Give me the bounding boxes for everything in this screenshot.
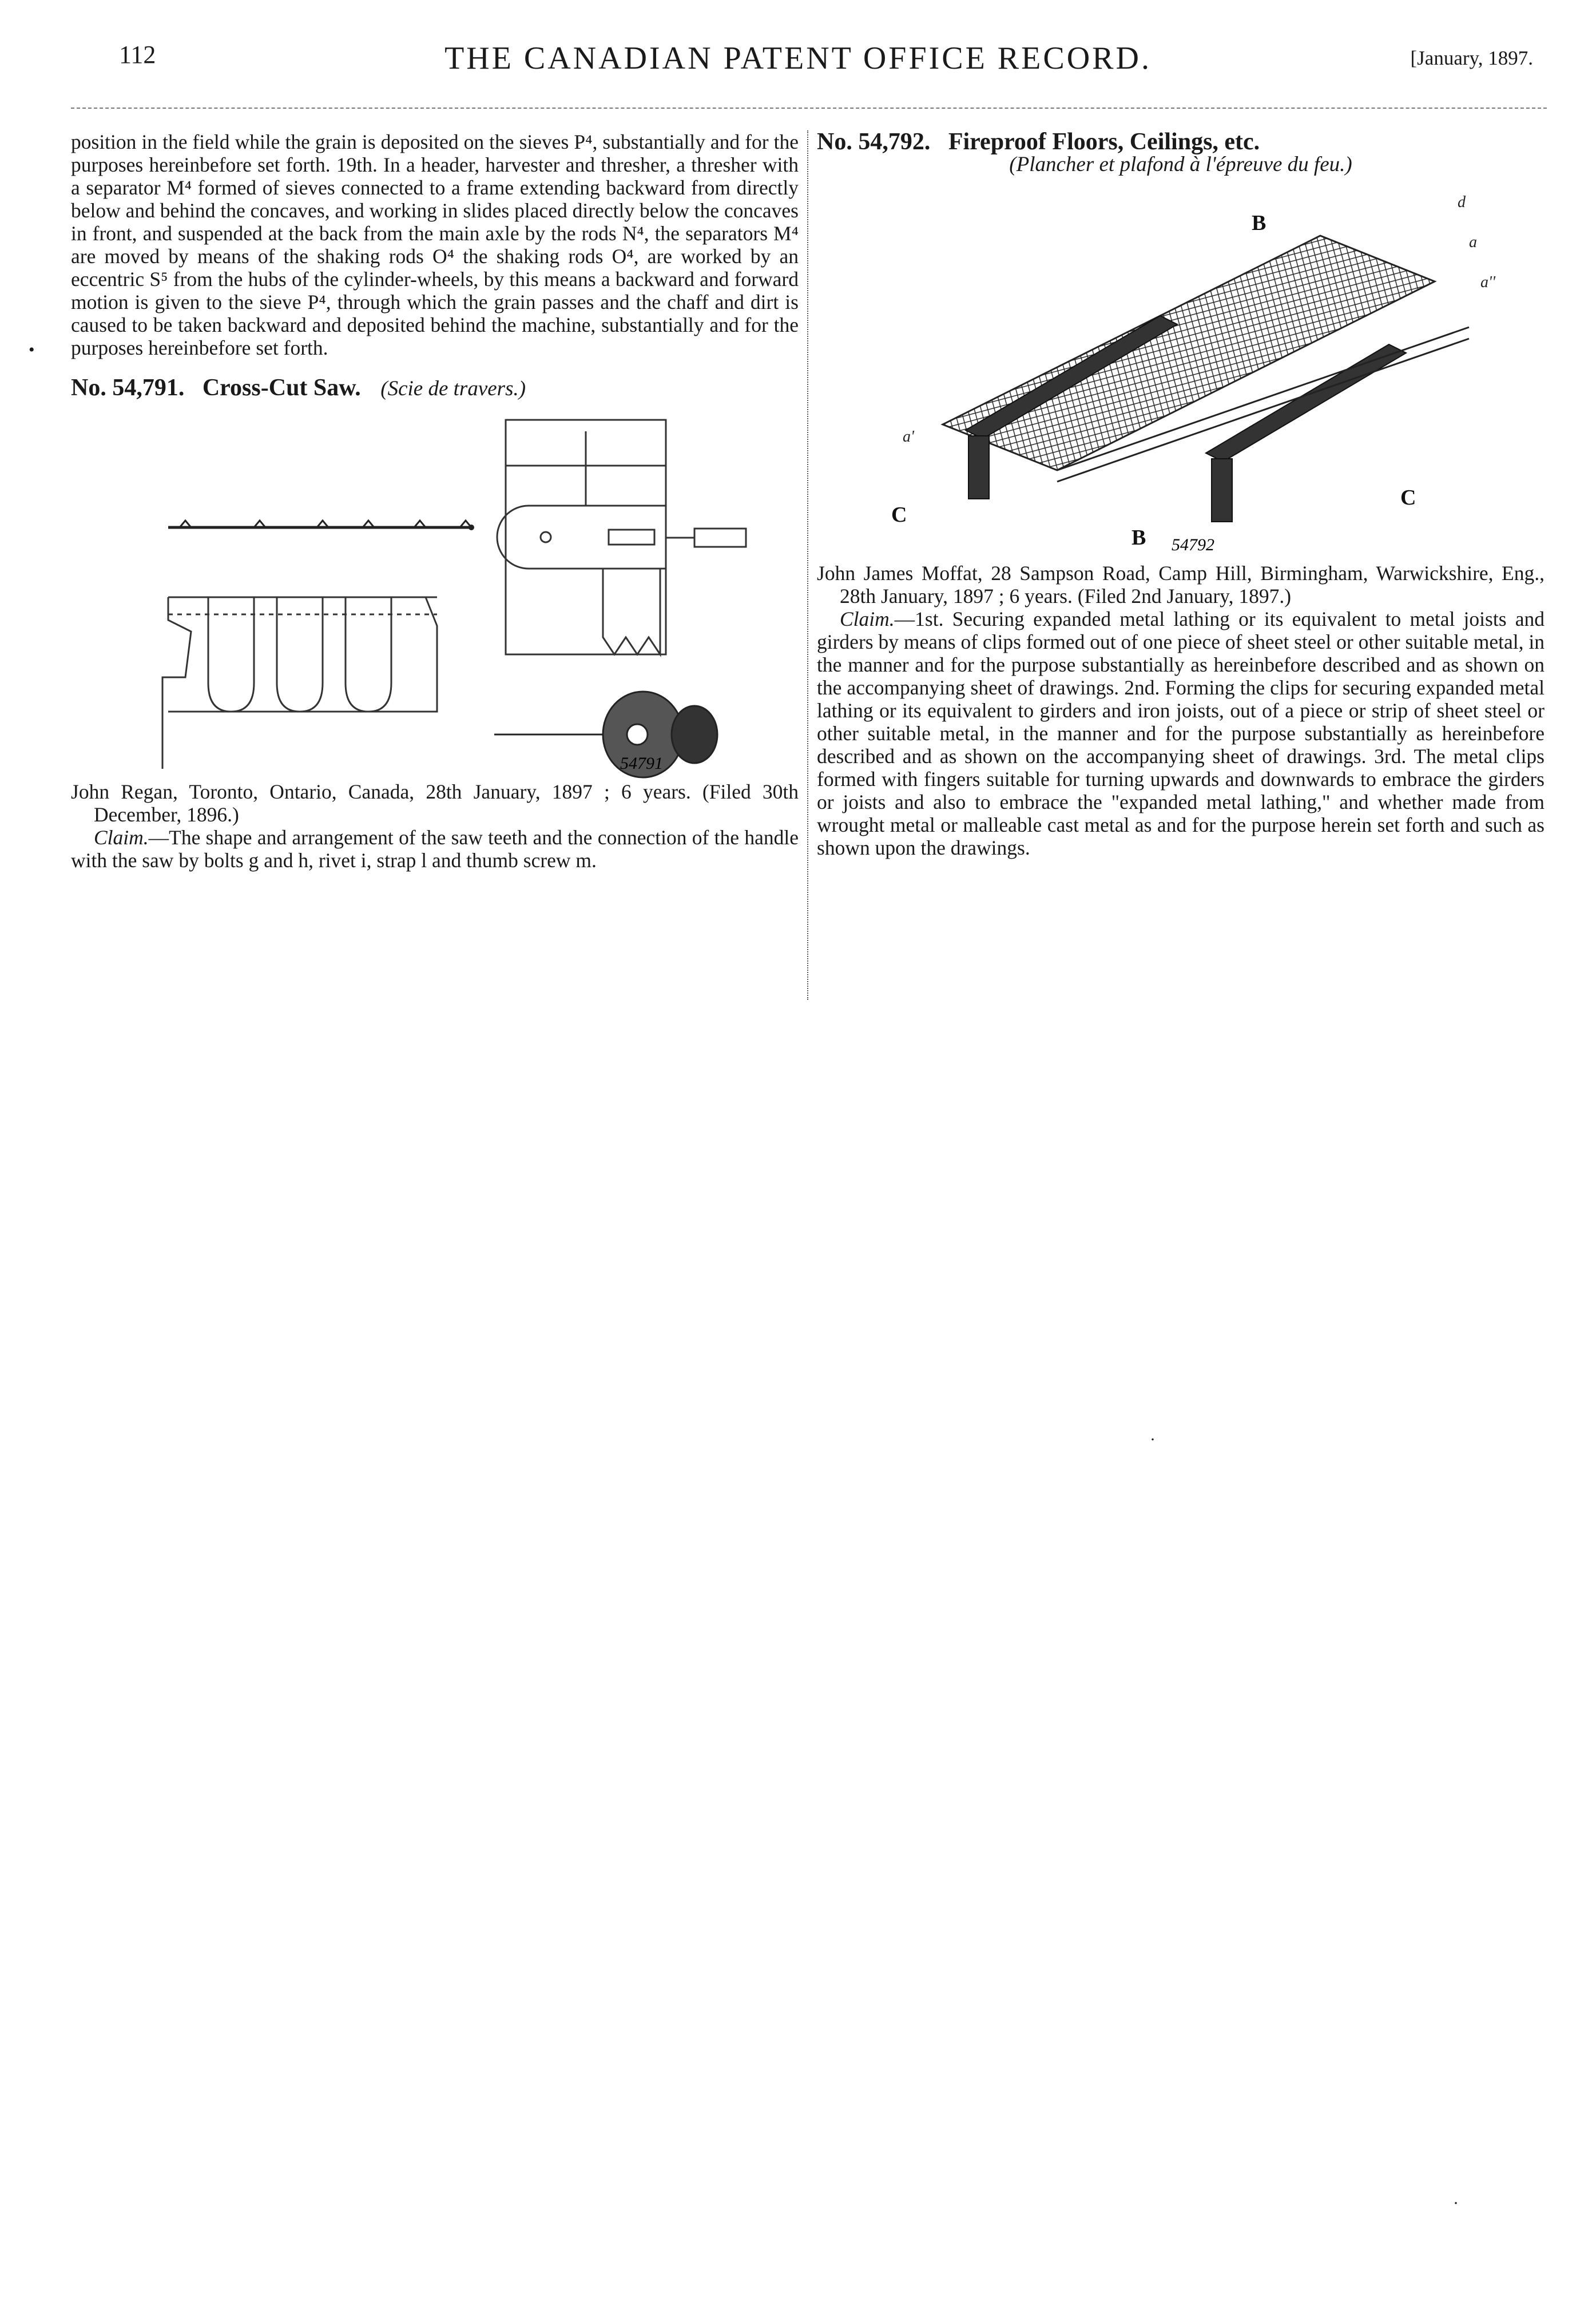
patent-heading-54791 [71,376,799,400]
saw-figure [71,408,799,780]
floor-figure [817,184,1545,562]
patent-title-fr: (Scie de travers.) [380,377,526,400]
patent-title: Fireproof Floors, Ceilings, etc. [948,129,1260,155]
patent-number: No. 54,791. [71,375,185,401]
patentee-info: John James Moffat, 28 Sampson Road, Camp Hill, Birmingham, Warwickshire, Eng., 28th January, 1897 ; 6 years. (Filed 2nd January, 1897.) [817,562,1545,607]
patent-number: No. 54,792. [817,129,931,155]
issue-date: [January, 1897. [1410,47,1533,69]
figure-label-a-double-prime: a'' [1480,273,1495,291]
figure-label-b-bottom: B [1132,526,1146,550]
continuation-text: position in the field while the grain is deposited on the sieves P⁴, substantially and for the purposes hereinbefore set forth. 19th. In a header, harvester and thresher, a thresher with a separator M⁴ formed of sieves connected to a frame extending backward from directly below and behind the concaves, and working in slides placed directly below the concaves in front, and suspended at the back from the main axle by the rods N⁴, the separators M⁴ are moved by means of the shaking rods O⁴ the shaking rods O⁴, are worked by an eccentric S⁵ from the hubs of the cylinder-wheels, by this means a backward and forward motion is given to the sieve P⁴, through which the grain passes and the chaff and dirt is caused to be taken backward and deposited behind the machine, substantially and for the purposes hereinbefore set forth. [71,130,799,359]
patentee-info: John Regan, Toronto, Ontario, Canada, 28th January, 1897 ; 6 years. (Filed 30th December, 1896.) [71,780,799,826]
figure-label-c-right: C [1400,486,1416,510]
claim-label: Claim. [840,607,895,630]
journal-title: THE CANADIAN PATENT OFFICE RECORD. [444,41,1152,76]
page-number: 112 [119,41,156,69]
figure-number: 54792 [1172,535,1214,554]
stray-dot: • [29,340,35,359]
figure-number: 54791 [620,754,663,773]
left-column [71,130,799,872]
stray-dot: · [1150,1430,1156,1449]
figure-label-a-prime: a' [903,428,914,446]
figure-label-a: a [1469,233,1477,251]
patent-title-fr: (Plancher et plafond à l'épreuve du feu.) [1009,153,1352,176]
figure-label-d: d [1458,193,1466,211]
claim-text: —The shape and arrangement of the saw teeth and the connection of the handle with the saw by bolts g and h, rivet i, strap l and thumb screw m. [71,826,799,872]
header-rule [71,108,1547,109]
claim-text: —1st. Securing expanded metal lathing or its equivalent to metal joists and girders by means of clips formed out of one piece of sheet steel or other suitable metal, in the manner and for the purpose substantially as hereinbefore described and as shown on the accompanying sheet of drawings. 2nd. Forming the clips for securing expanded metal lathing or its equivalent to girders and iron joists, out of a piece or strip of sheet steel or other suitable metal, in the manner and for the purpose substantially as hereinbefore described and as shown on the accompanying sheet of drawings. 3rd. The metal clips formed with fingers suitable for turning upwards and downwards to embrace the girders or joists and also to embrace the "expanded metal lathing," and whether made from wrought metal or malleable cast metal as and for the purpose herein set forth and such as shown upon the drawings. [817,607,1545,859]
claim-54791 [71,826,799,872]
patent-heading-54792 [817,130,1545,153]
claim-label: Claim. [94,826,149,849]
patent-title: Cross-Cut Saw. [202,375,361,401]
figure-label-c-left: C [891,503,907,527]
page-header [0,40,1596,86]
column-divider [807,130,808,1000]
figure-label-b-top: B [1252,211,1267,235]
right-column [817,130,1545,859]
claim-54792 [817,607,1545,859]
stray-dot: · [1453,2194,1459,2213]
